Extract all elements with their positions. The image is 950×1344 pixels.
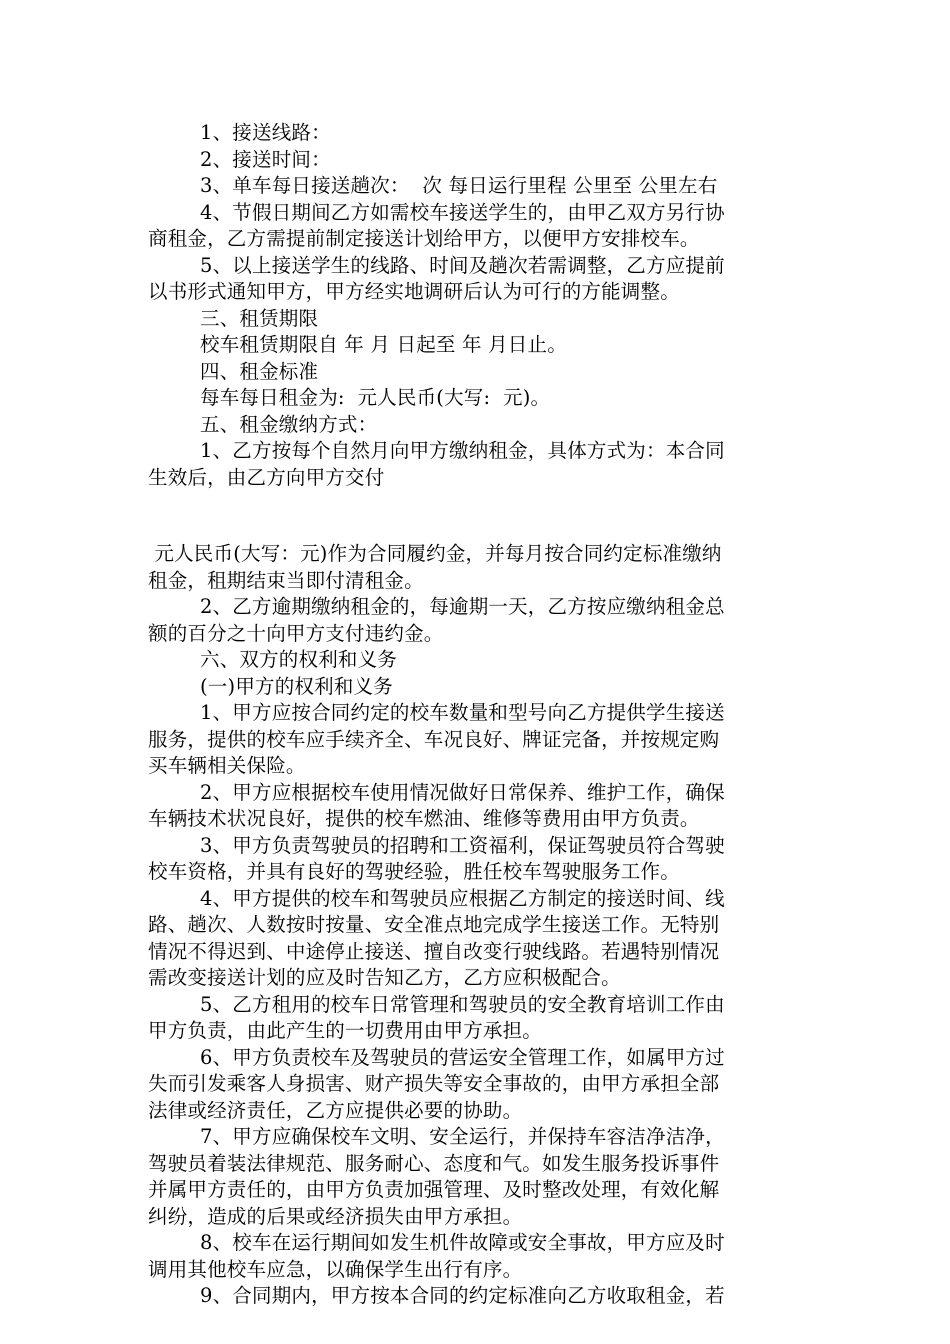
text-line: 生效后，由乙方向甲方交付 [148, 465, 385, 489]
text-line: 需改变接送计划的应及时告知乙方，乙方应积极配合。 [148, 966, 621, 989]
text-line: 服务，提供的校车应手续齐全、车况良好、牌证完备，并按规定购 [148, 727, 720, 751]
document-block-terms [148, 120, 808, 491]
text-line: 四、租金标准 [200, 359, 319, 383]
text-line: (一)甲方的权利和义务 [200, 674, 393, 698]
text-line: 元人民币(大写：元)作为合同履约金，并每月按合同约定标准缴纳 [148, 542, 722, 565]
text-line: 每车每日租金为: 元人民币(大写: 元)。 [200, 386, 551, 409]
text-line: 校车租赁期限自 年 月 日起至 年 月日止。 [200, 333, 567, 356]
text-line: 3、甲方负责驾驶员的招聘和工资福利，保证驾驶员符合驾驶 [200, 833, 725, 857]
text-line: 3、单车每日接送趟次： 次 每日运行里程 公里至 公里左右 [200, 174, 718, 197]
text-line: 调用其他校车应急，以确保学生出行有序。 [148, 1257, 523, 1281]
text-line: 1、乙方按每个自然月向甲方缴纳租金，具体方式为：本合同 [200, 439, 725, 462]
text-line: 并属甲方责任的，由甲方负责加强管理、及时整改处理，有效化解 [148, 1178, 720, 1201]
text-line: 情况不得迟到、中途停止接送、擅自改变行驶线路。若遇特别情况 [148, 939, 720, 963]
document-block-obligations [148, 541, 808, 1310]
text-line: 8、校车在运行期间如发生机件故障或安全事故，甲方应及时 [200, 1231, 725, 1254]
text-line: 车辆技术状况良好，提供的校车燃油、维修等费用由甲方负责。 [148, 807, 700, 830]
text-line: 甲方负责，由此产生的一切费用由甲方承担。 [148, 1019, 543, 1042]
text-line: 1、接送线路： [200, 121, 331, 144]
text-line: 五、租金缴纳方式： [200, 412, 378, 436]
text-line: 租金，租期结束当即付清租金。 [148, 568, 424, 592]
text-line: 5、乙方租用的校车日常管理和驾驶员的安全教育培训工作由 [200, 992, 725, 1016]
text-line: 4、节假日期间乙方如需校车接送学生的，由甲乙双方另行协 [200, 200, 725, 224]
text-line: 路、趟次、人数按时按量、安全准点地完成学生接送工作。无特别 [148, 913, 720, 936]
text-line: 2、乙方逾期缴纳租金的，每逾期一天，乙方按应缴纳租金总 [200, 595, 725, 618]
text-line: 三、租赁期限 [200, 306, 319, 330]
text-line: 2、甲方应根据校车使用情况做好日常保养、维护工作，确保 [200, 780, 725, 804]
text-line: 校车资格，并具有良好的驾驶经验，胜任校车驾驶服务工作。 [148, 860, 680, 883]
text-line: 商租金，乙方需提前制定接送计划给甲方，以便甲方安排校车。 [148, 227, 700, 250]
paragraph-gap [148, 491, 808, 541]
text-line: 六、双方的权利和义务 [200, 648, 398, 671]
text-line: 失而引发乘客人身损害、财产损失等安全事故的，由甲方承担全部 [148, 1072, 720, 1095]
document-page [148, 120, 808, 1310]
text-line: 6、甲方负责校车及驾驶员的营运安全管理工作，如属甲方过 [200, 1045, 725, 1069]
text-line: 1、甲方应按合同约定的校车数量和型号向乙方提供学生接送 [200, 701, 725, 724]
text-line: 以书形式通知甲方，甲方经实地调研后认为可行的方能调整。 [148, 280, 680, 303]
text-line: 额的百分之十向甲方支付违约金。 [148, 621, 444, 645]
text-line: 买车辆相关保险。 [148, 754, 306, 777]
text-line: 4、甲方提供的校车和驾驶员应根据乙方制定的接送时间、线 [200, 886, 725, 910]
text-line: 9、合同期内，甲方按本合同的约定标准向乙方收取租金，若 [200, 1284, 725, 1307]
text-line: 2、接送时间： [200, 147, 331, 171]
text-line: 法律或经济责任，乙方应提供必要的协助。 [148, 1098, 523, 1122]
text-line: 7、甲方应确保校车文明、安全运行，并保持车容洁净洁净， [200, 1125, 725, 1148]
text-line: 纠纷，造成的后果或经济损失由甲方承担。 [148, 1204, 523, 1228]
text-line: 驾驶员着装法律规范、服务耐心、态度和气。如发生服务投诉事件 [148, 1151, 720, 1175]
text-line: 5、以上接送学生的线路、时间及趟次若需调整，乙方应提前 [200, 253, 725, 277]
